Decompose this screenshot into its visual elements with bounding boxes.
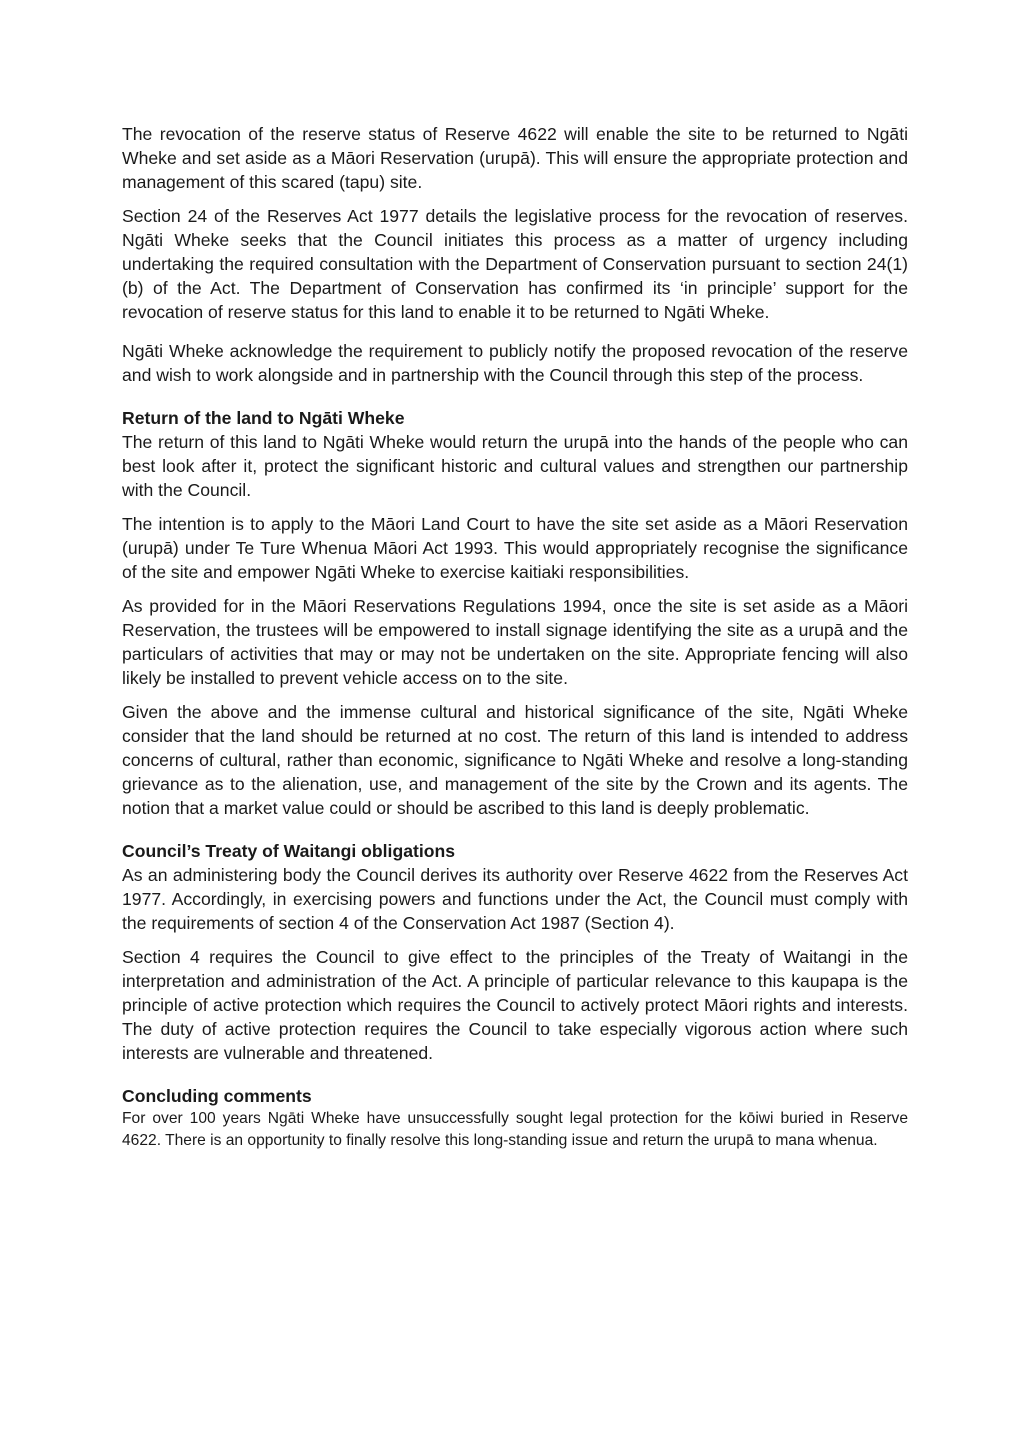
document-page (122, 122, 908, 1152)
paragraph-administering-body: As an administering body the Council derives its authority over Reserve 4622 from the Reserves Act 1977. Accordingly, in exercising powers and functions under the Act, the Council must comply with the requirements of section 4 of the Conservation Act 1987 (Section 4). (122, 865, 908, 933)
paragraph-section-4-principles: Section 4 requires the Council to give effect to the principles of the Treaty of Waitangi in the interpretation and administration of the Act. A principle of particular relevance to this kaupapa is the principle of active protection which requires the Council to actively protect Māori rights and interests. The duty of active protection requires the Council to take especially vigorous action where such interests are vulnerable and threatened. (122, 947, 908, 1063)
heading-concluding-comments: Concluding comments (122, 1086, 312, 1106)
paragraph-maori-land-court: The intention is to apply to the Māori Land Court to have the site set aside as a Māori Reservation (urupā) under Te Ture Whenua Māori Act 1993. This would appropriately recognise the significance of the site and empower Ngāti Wheke to exercise kaitiaki responsibilities. (122, 514, 908, 582)
paragraph-revocation-intro: The revocation of the reserve status of Reserve 4622 will enable the site to be returned to Ngāti Wheke and set aside as a Māori Reservation (urupā). This will ensure the appropriate protection and management of this scared (tapu) site. (122, 124, 908, 192)
paragraph-no-cost-return: Given the above and the immense cultural and historical significance of the site, Ngāti Wheke consider that the land should be returned at no cost. The return of this land is intended to address concerns of cultural, rather than economic, significance to Ngāti Wheke and resolve a long-standing grievance as to the alienation, use, and management of the site by the Crown and its agents. The notion that a market value could or should be ascribed to this land is deeply problematic. (122, 702, 908, 818)
paragraph-return-urupa: The return of this land to Ngāti Wheke would return the urupā into the hands of the people who can best look after it, protect the significant historic and cultural values and strengthen our partnership with the Council. (122, 432, 908, 500)
paragraph-reservations-regulations: As provided for in the Māori Reservations Regulations 1994, once the site is set aside as a Māori Reservation, the trustees will be empowered to install signage identifying the site as a urupā and the particulars of activities that may or may not be undertaken on the site. Appropriate fencing will also likely be installed to prevent vehicle access on to the site. (122, 596, 908, 688)
heading-treaty-obligations: Council’s Treaty of Waitangi obligations (122, 841, 456, 861)
paragraph-section-24: Section 24 of the Reserves Act 1977 details the legislative process for the revocation of reserves. Ngāti Wheke seeks that the Council initiates this process as a matter of urgency including undertaking the required consultation with the Department of Conservation pursuant to section 24(1)(b) of the Act. The Department of Conservation has confirmed its ‘in principle’ support for the revocation of reserve status for this land to enable it to be returned to Ngāti Wheke. (122, 206, 908, 322)
paragraph-concluding: For over 100 years Ngāti Wheke have unsuccessfully sought legal protection for the kōiwi buried in Reserve 4622. There is an opportunity to finally resolve this long-standing issue and return the urupā to mana whenua. (122, 1110, 908, 1149)
paragraph-public-notification: Ngāti Wheke acknowledge the requirement to publicly notify the proposed revocation of the reserve and wish to work alongside and in partnership with the Council through this step of the process. (122, 341, 908, 385)
heading-return-of-land: Return of the land to Ngāti Wheke (122, 408, 405, 428)
